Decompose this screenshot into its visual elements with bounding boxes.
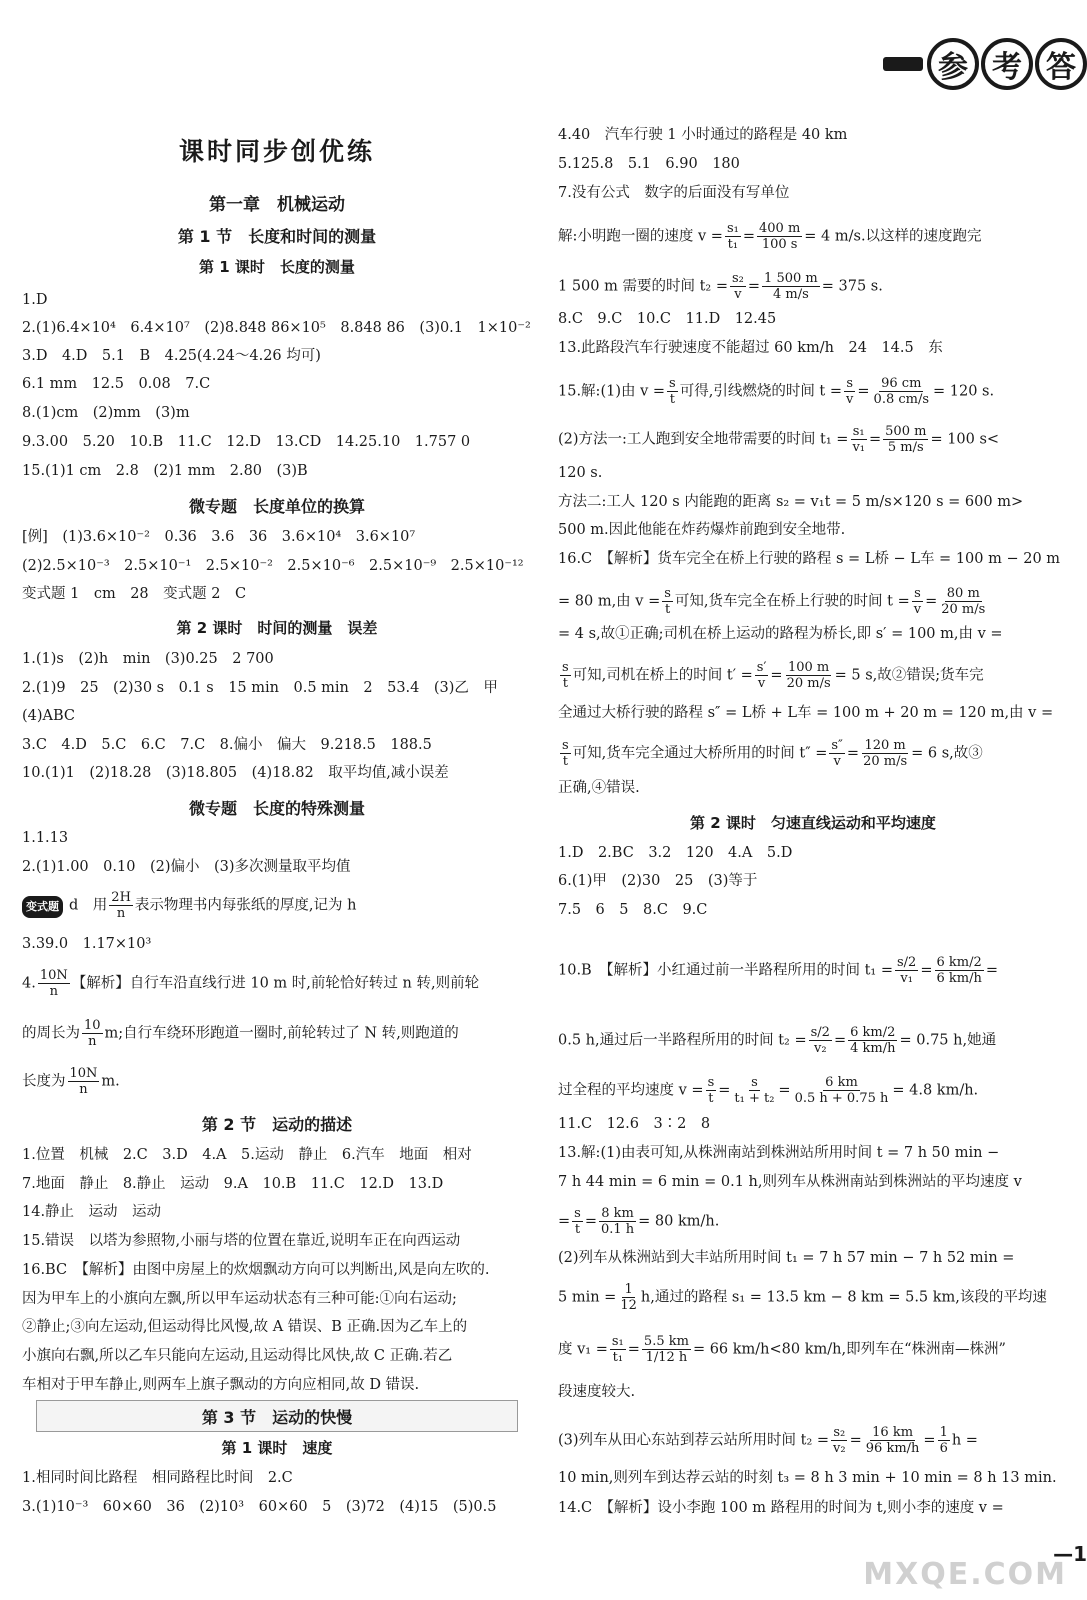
- answer-line: 10 min,则列车到达荐云站的时刻 t₃ = 8 h 3 min + 10 min = 8 h 13 min.: [558, 1470, 1057, 1486]
- answer-line: $\frac{s}{t}$ 可知,货车完全通过大桥所用的时间 t″ = $\frac{s''}{v}$ = $\frac{120 m}{20 m/s}$ = 6 s,故③: [562, 738, 983, 769]
- answer-line: 2.(1)1.00 0.10 (2)偏小 (3)多次测量取平均值: [22, 859, 351, 875]
- answer-line: 车相对于甲车静止,则两车上旗子飘动的方向应相同,故 D 错误.: [22, 1377, 420, 1393]
- page-number: —1: [1053, 1542, 1087, 1566]
- answer-line: 过全程的平均速度 v = $\frac{s}{t}$ = $\frac{s}{\text{t₁ + t₂}}$ = $\frac{6 km}{0.5 h + 0.75 h}$ = 4.8 km/h.: [558, 1075, 979, 1106]
- answer-line: 方法二:工人 120 s 内能跑的距离 s₂ = v₁t = 5 m/s×120 s = 600 m>: [558, 494, 1024, 510]
- answer-line: 解:小明跑一圈的速度 v = $\frac{\text{s₁}}{\text{t₁}}$ = $\frac{400 m}{100 s}$ = 4 m/s.以这样的速度跑完: [558, 221, 982, 252]
- answer-line: = 4 s,故①正确;司机在桥上运动的路程为桥长,即 s′ = 100 m,由 v =: [558, 626, 1003, 642]
- answer-line: 15.错误 以塔为参照物,小丽与塔的位置在靠近,说明车正在向西运动: [22, 1233, 461, 1249]
- answer-line: 长度为 $\frac{10N}{n}$ m.: [22, 1066, 120, 1097]
- answer-line: 3.(1)10⁻³ 60×60 36 (2)10³ 60×60 5 (3)72 (4)15 (5)0.5: [22, 1499, 497, 1515]
- answer-line: 变式题 d 用 $\frac{2H}{n}$ 表示物理书内每张纸的厚度,记为 h: [22, 890, 356, 921]
- answer-line: ②静止;③向左运动,但运动得比风慢,故 A 错误、B 正确.因为乙车上的: [22, 1319, 468, 1335]
- answer-line: 5.125.8 5.1 6.90 180: [558, 156, 740, 172]
- answer-line: 4. $\frac{10N}{n}$ 【解析】自行车沿直线行进 10 m 时,前轮恰好转过 n 转,则前轮: [22, 968, 480, 999]
- answer-line: 1 500 m 需要的时间 t₂ = $\frac{\text{s₂}}{v}$ = $\frac{1 500 m}{4 m/s}$ = 375 s.: [558, 271, 883, 302]
- answer-line: 小旗向右飘,所以乙车只能向左运动,且运动得比风快,故 C 正确.若乙: [22, 1348, 453, 1364]
- answer-line: 13.此路段汽车行驶速度不能超过 60 km/h 24 14.5 东: [558, 340, 943, 356]
- banner-char: 答: [1035, 38, 1087, 90]
- answer-line: 8.(1)cm (2)mm (3)m: [22, 405, 190, 421]
- answer-line: (2)方法一:工人跑到安全地带需要的时间 t₁ = $\frac{\text{s₁}}{\text{v₁}}$ = $\frac{500 m}{5 m/s}$ = 100 s<: [558, 424, 1000, 455]
- answer-line: 15.解:(1)由 v = $\frac{s}{t}$ 可得,引线燃烧的时间 t = $\frac{s}{v}$ = $\frac{96 cm}{0.8 cm/s}$ = 120 s.: [558, 376, 995, 407]
- lesson-heading: 第 2 课时 时间的测量 误差: [176, 619, 378, 637]
- section-heading: 第 2 节 运动的描述: [201, 1115, 353, 1134]
- answer-line: 4.40 汽车行驶 1 小时通过的路程是 40 km: [558, 127, 848, 143]
- answer-line: (3)列车从田心东站到荐云站所用时间 t₂ = $\frac{\text{s₂}}{\text{v₂}}$ = $\frac{16 km}{96 km/h}$ = $\frac{1}{6}$ h =: [558, 1425, 978, 1456]
- answer-line: = 80 m,由 v = $\frac{s}{t}$ 可知,货车完全在桥上行驶的时间 t = $\frac{s}{v}$ = $\frac{80 m}{20 m/s}$: [558, 586, 986, 617]
- answer-line: 16.BC 【解析】由图中房屋上的炊烟飘动方向可以判断出,风是向左吹的.: [22, 1262, 490, 1278]
- answer-line: 1.D: [22, 292, 48, 308]
- answer-line: 15.(1)1 cm 2.8 (2)1 mm 2.80 (3)B: [22, 463, 308, 479]
- answer-line: 500 m.因此他能在炸药爆炸前跑到安全地带.: [558, 522, 846, 538]
- answer-line: 度 v₁ = $\frac{\text{s₁}}{\text{t₁}}$ = $\frac{5.5 km}{1/12 h}$ = 66 km/h<80 km/h,即列车在“株洲南—株洲”: [558, 1334, 1006, 1365]
- answer-line: 9.3.00 5.20 10.B 11.C 12.D 13.CD 14.25.10 1.757 0: [22, 434, 471, 450]
- answer-line: 14.C 【解析】设小李跑 100 m 路程用的时间为 t,则小李的速度 v =: [558, 1500, 1004, 1516]
- answer-line: 6.1 mm 12.5 0.08 7.C: [22, 376, 211, 392]
- chapter-heading: 第一章 机械运动: [209, 195, 345, 215]
- answer-line: 因为甲车上的小旗向左飘,所以甲车运动状态有三种可能:①向右运动;: [22, 1291, 457, 1307]
- banner-char: 考: [981, 38, 1033, 90]
- micro-topic-heading: 微专题 长度单位的换算: [188, 497, 365, 516]
- answer-line: 14.静止 运动 运动: [22, 1204, 162, 1220]
- answer-line: 的周长为 $\frac{10}{n}$ m;自行车绕环形跑道一圈时,前轮转过了 N 转,则跑道的: [22, 1018, 459, 1049]
- answer-line: 3.D 4.D 5.1 B 4.25(4.24～4.26 均可): [22, 348, 321, 364]
- lesson-heading: 第 1 课时 速度: [221, 1439, 333, 1457]
- answer-line: 1.D 2.BC 3.2 120 4.A 5.D: [558, 845, 793, 861]
- lesson-heading: 第 2 课时 匀速直线运动和平均速度: [690, 814, 936, 832]
- answer-line: 1.位置 机械 2.C 3.D 4.A 5.运动 静止 6.汽车 地面 相对: [22, 1147, 472, 1163]
- answer-line: 5 min = $\frac{1}{12}$ h,通过的路程 s₁ = 13.5 km − 8 km = 5.5 km,该段的平均速: [558, 1282, 1047, 1313]
- page-title: 课时同步创优练: [178, 137, 375, 166]
- answer-line: 11.C 12.6 3∶2 8: [558, 1116, 711, 1132]
- answer-line: $\frac{s}{t}$ 可知,司机在桥上的时间 t′ = $\frac{s'}{v}$ = $\frac{100 m}{20 m/s}$ = 5 s,故②错误;货车完: [562, 660, 984, 691]
- section-heading: 第 1 节 长度和时间的测量: [177, 227, 377, 246]
- answer-line: 变式题 1 cm 28 变式题 2 C: [22, 586, 247, 602]
- answer-line: 2.(1)9 25 (2)30 s 0.1 s 15 min 0.5 min 2 53.4 (3)乙 甲: [22, 680, 498, 696]
- micro-topic-heading: 微专题 长度的特殊测量: [188, 799, 365, 818]
- answer-line: 120 s.: [558, 465, 603, 481]
- answer-line: 全通过大桥行驶的路程 s″ = L桥 + L车 = 100 m + 20 m = 120 m,由 v =: [558, 705, 1054, 721]
- answer-line: 8.C 9.C 10.C 11.D 12.45: [558, 311, 777, 327]
- answer-line: 10.(1)1 (2)18.28 (3)18.805 (4)18.82 取平均值,减小误差: [22, 765, 449, 781]
- answer-line: 1.相同时间比路程 相同路程比时间 2.C: [22, 1470, 293, 1486]
- answer-line: 3.39.0 1.17×10³: [22, 936, 152, 952]
- answer-line: 2.(1)6.4×10⁴ 6.4×10⁷ (2)8.848 86×10⁵ 8.848 86 (3)0.1 1×10⁻²: [22, 320, 531, 336]
- banner-brush-stroke: [883, 57, 923, 71]
- answer-line: 7.5 6 5 8.C 9.C: [558, 902, 708, 918]
- banner-char: 参: [927, 38, 979, 90]
- answer-line: 段速度较大.: [558, 1384, 636, 1400]
- answer-line: (4)ABC: [22, 708, 76, 724]
- answer-line: 1.1.13: [22, 830, 69, 846]
- answer-line: 7.地面 静止 8.静止 运动 9.A 10.B 11.C 12.D 13.D: [22, 1176, 444, 1192]
- answer-line: 10.B 【解析】小红通过前一半路程所用的时间 t₁ = $\frac{s/2}{\text{v₁}}$ = $\frac{6 km/2}{6 km/h}$ =: [558, 955, 998, 986]
- answer-line: [例] (1)3.6×10⁻² 0.36 3.6 36 3.6×10⁴ 3.6×10⁷: [22, 529, 416, 545]
- answer-line: 7 h 44 min = 6 min = 0.1 h,则列车从株洲南站到株洲站的平均速度 v: [558, 1174, 1022, 1190]
- answer-banner: [883, 38, 1087, 90]
- answer-line: 1.(1)s (2)h min (3)0.25 2 700: [22, 651, 274, 667]
- section-heading: 第 3 节 运动的快慢: [201, 1408, 353, 1427]
- answer-line: 13.解:(1)由表可知,从株洲南站到株洲站所用时间 t = 7 h 50 min −: [558, 1145, 1000, 1161]
- answer-line: 6.(1)甲 (2)30 25 (3)等于: [558, 873, 758, 889]
- answer-line: 7.没有公式 数字的后面没有写单位: [558, 185, 790, 201]
- answer-line: 0.5 h,通过后一半路程所用的时间 t₂ = $\frac{s/2}{\text{v₂}}$ = $\frac{6 km/2}{4 km/h}$ = 0.75 h,她通: [558, 1025, 997, 1056]
- answer-line: (2)列车从株洲站到大丰站所用时间 t₁ = 7 h 57 min − 7 h 52 min =: [558, 1250, 1015, 1266]
- lesson-heading: 第 1 课时 长度的测量: [199, 258, 355, 276]
- answer-line: 16.C 【解析】货车完全在桥上行驶的路程 s = L桥 − L车 = 100 m − 20 m: [558, 551, 1061, 567]
- answer-line: (2)2.5×10⁻³ 2.5×10⁻¹ 2.5×10⁻² 2.5×10⁻⁶ 2.5×10⁻⁹ 2.5×10⁻¹²: [22, 558, 524, 574]
- variant-tag: 变式题: [22, 896, 63, 918]
- answer-line: = $\frac{s}{t}$ = $\frac{8 km}{0.1 h}$ = 80 km/h.: [558, 1206, 720, 1237]
- watermark: MXQE.COM: [863, 1557, 1067, 1592]
- answer-line: 3.C 4.D 5.C 6.C 7.C 8.偏小 偏大 9.218.5 188.5: [22, 737, 432, 753]
- answer-line: 正确,④错误.: [558, 780, 640, 796]
